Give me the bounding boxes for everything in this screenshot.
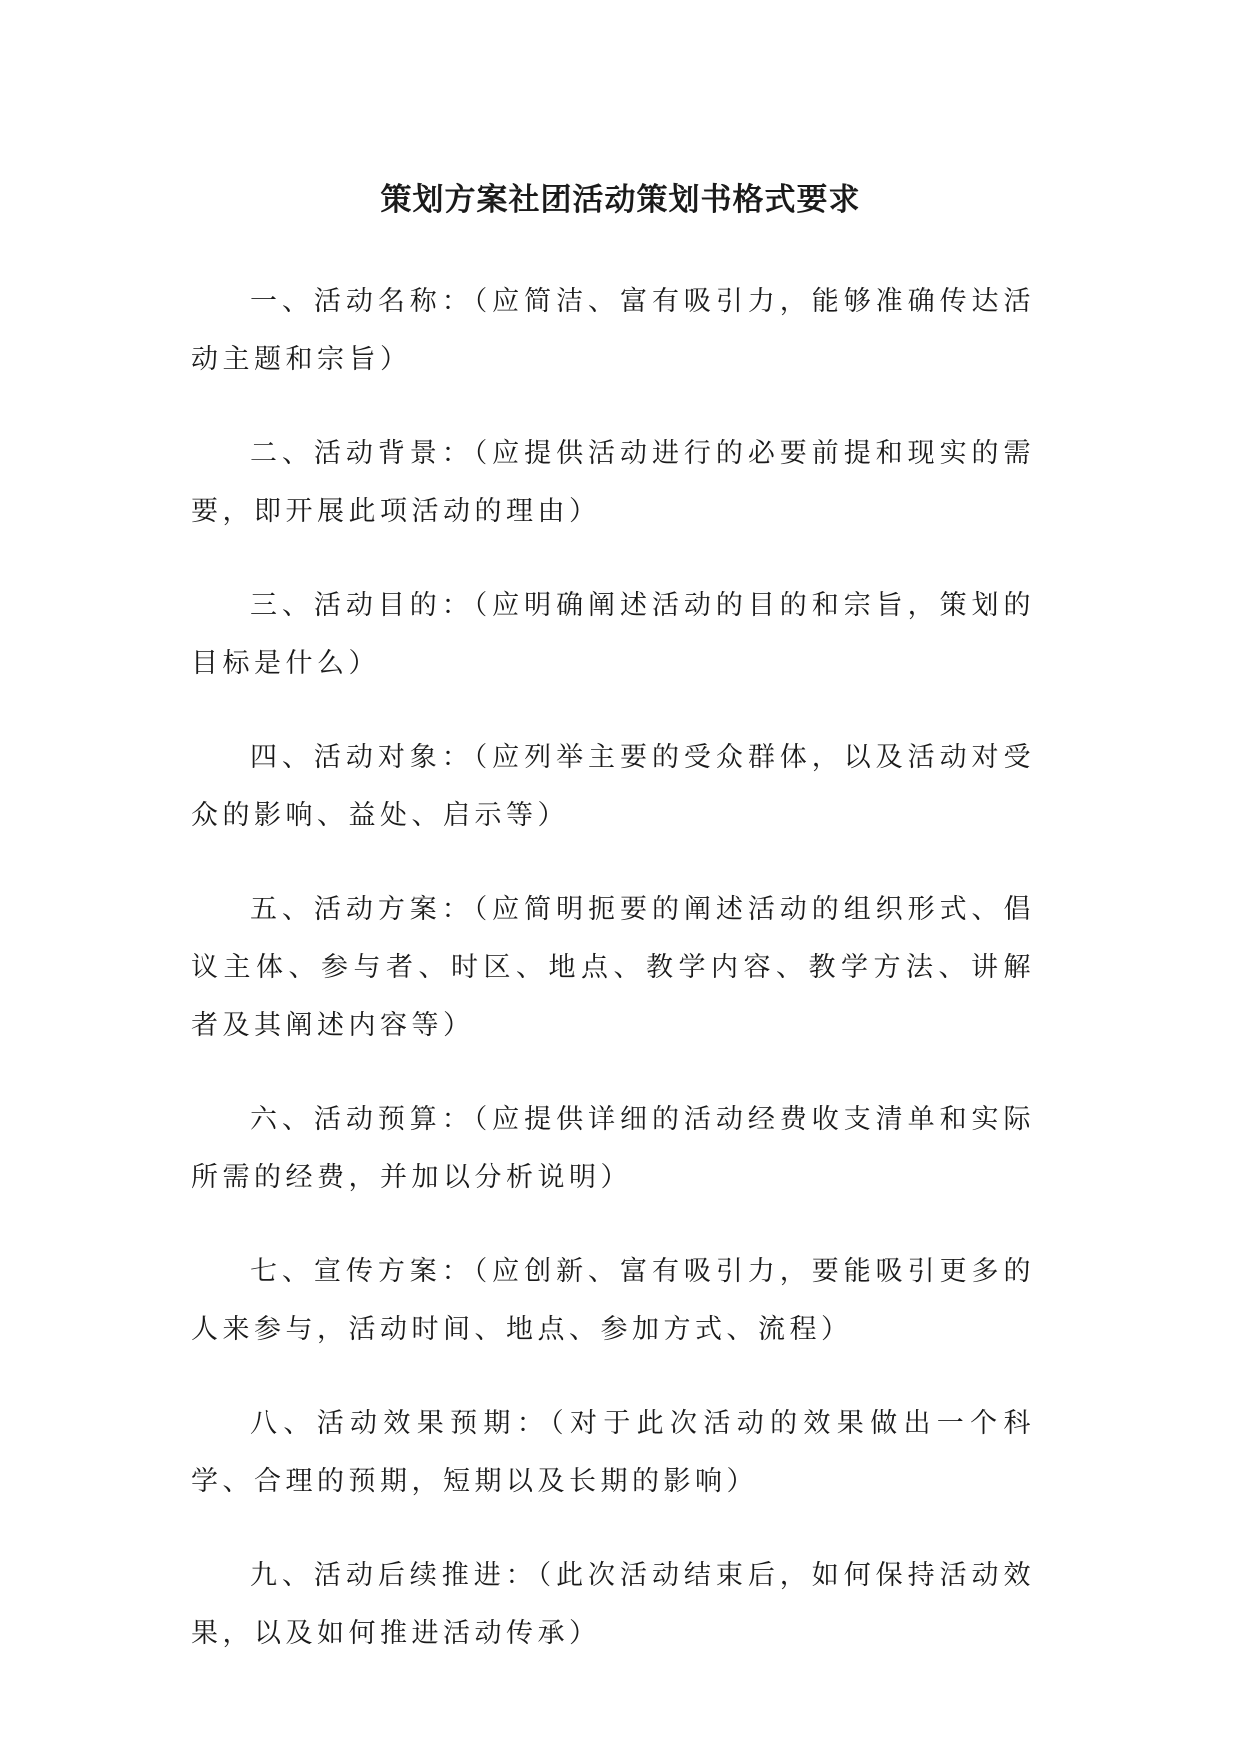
section-follow-up: 九、活动后续推进：（此次活动结束后，如何保持活动效果，以及如何推进活动传承） xyxy=(191,1560,1035,1649)
document-title: 策划方案社团活动策划书格式要求 xyxy=(380,182,861,218)
section-activity-plan: 五、活动方案：（应简明扼要的阐述活动的组织形式、倡议主体、参与者、时区、地点、教学内容、教学方法、讲解者及其阐述内容等） xyxy=(191,894,1035,1041)
section-publicity-plan: 七、宣传方案：（应创新、富有吸引力，要能吸引更多的人来参与，活动时间、地点、参加方式、流程） xyxy=(191,1256,1035,1345)
section-activity-name: 一、活动名称：（应简洁、富有吸引力，能够准确传达活动主题和宗旨） xyxy=(191,286,1035,375)
section-expected-effect: 八、活动效果预期：（对于此次活动的效果做出一个科学、合理的预期，短期以及长期的影响） xyxy=(191,1408,1035,1497)
document-body xyxy=(191,273,1035,1699)
section-activity-background: 二、活动背景：（应提供活动进行的必要前提和现实的需要，即开展此项活动的理由） xyxy=(191,438,1035,527)
section-activity-purpose: 三、活动目的：（应明确阐述活动的目的和宗旨，策划的目标是什么） xyxy=(191,590,1035,679)
section-activity-audience: 四、活动对象：（应列举主要的受众群体，以及活动对受众的影响、益处、启示等） xyxy=(191,742,1035,831)
section-activity-budget: 六、活动预算：（应提供详细的活动经费收支清单和实际所需的经费，并加以分析说明） xyxy=(191,1104,1035,1193)
